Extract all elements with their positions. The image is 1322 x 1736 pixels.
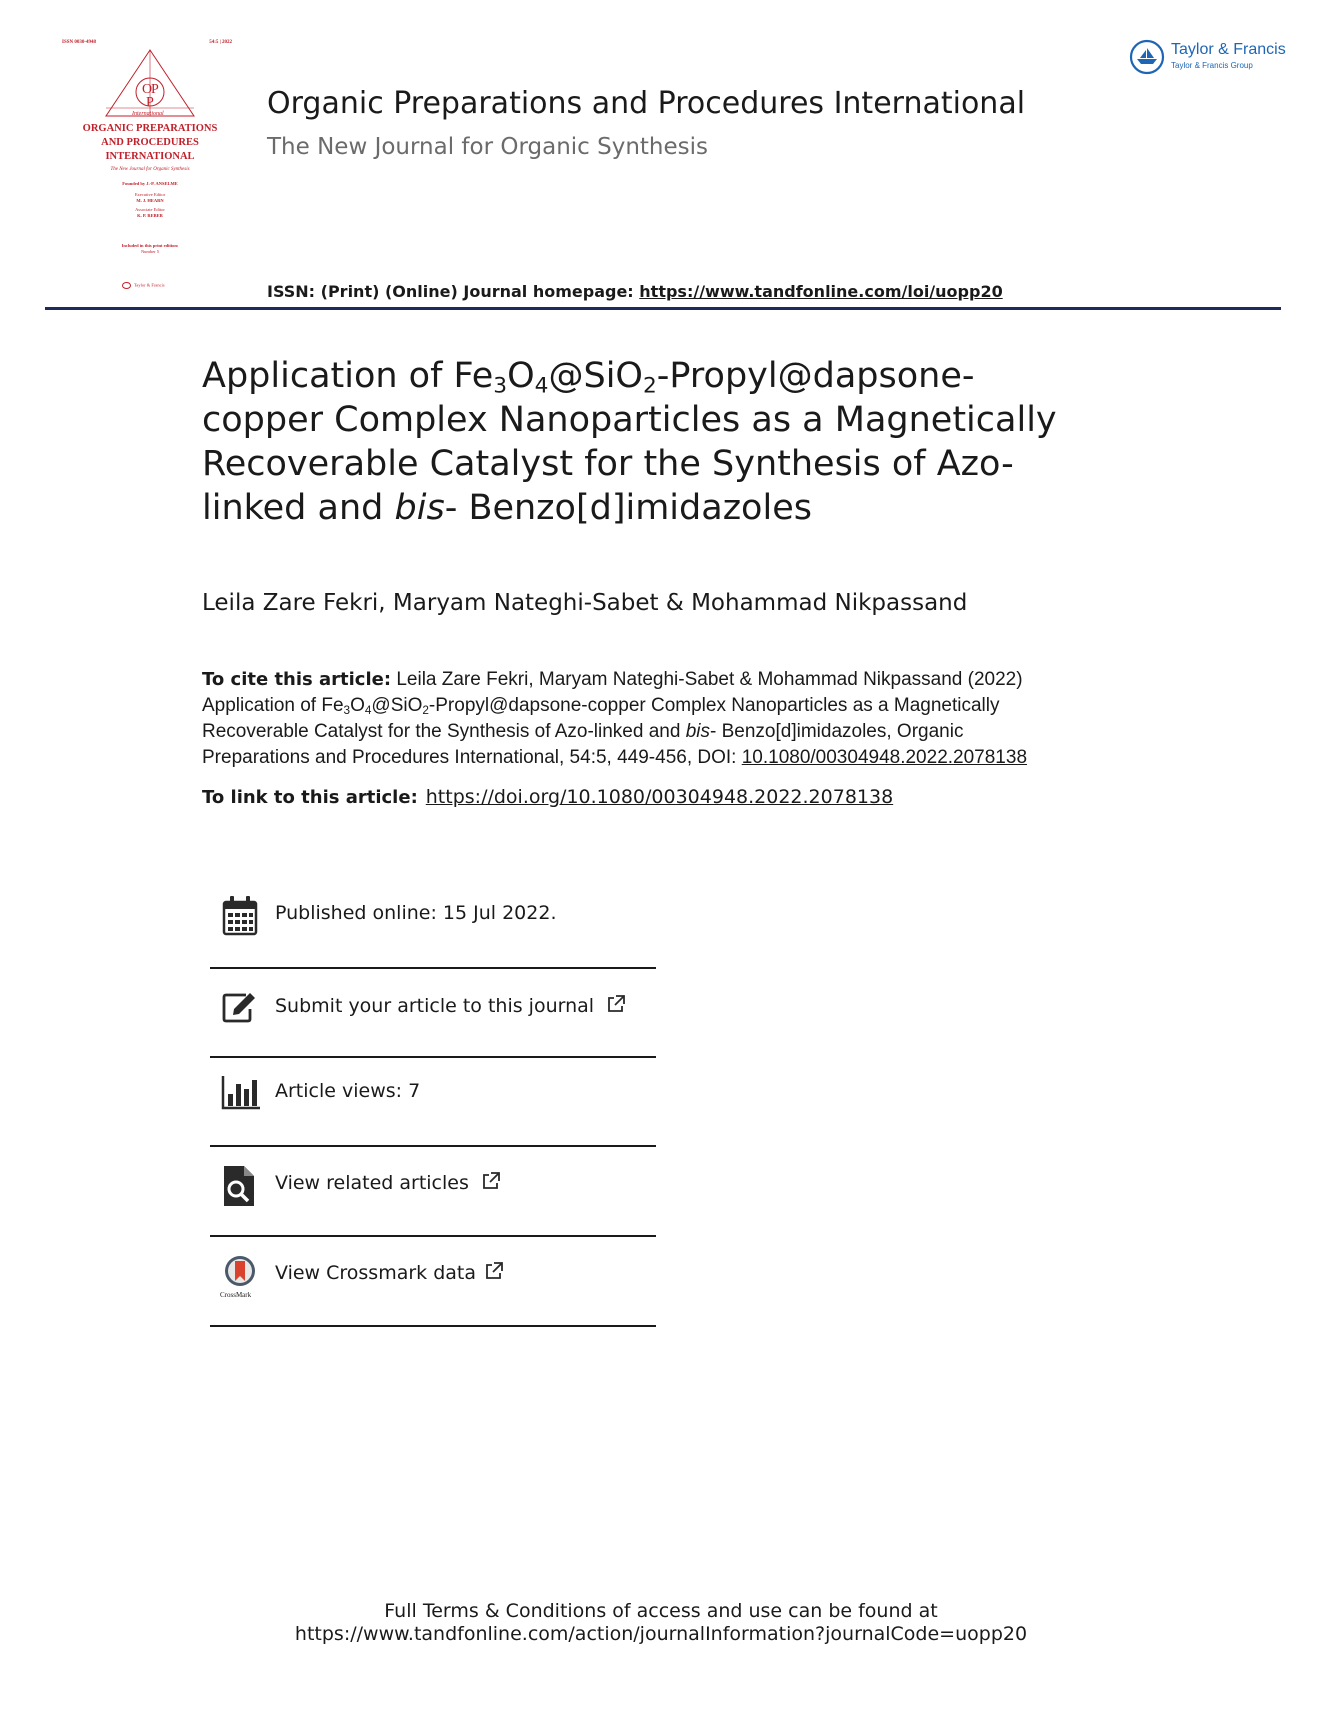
cover-publisher: Taylor & Francis bbox=[122, 282, 165, 289]
crossmark-text: View Crossmark data bbox=[275, 1262, 504, 1284]
cover-logo-letter-p1: P bbox=[151, 82, 159, 97]
cover-executive-name: M. J. HEARN bbox=[136, 198, 164, 203]
published-online-text: Published online: 15 Jul 2022. bbox=[275, 902, 557, 924]
citation-block bbox=[202, 667, 1142, 771]
article-title-line-4: linked and bis- Benzo[d]imidazoles bbox=[202, 488, 812, 528]
crossmark-icon bbox=[220, 1254, 260, 1298]
cover-number: Number 5 bbox=[140, 249, 160, 254]
info-divider bbox=[210, 1235, 656, 1237]
cover-executive-label: Executive Editor bbox=[134, 192, 166, 197]
external-link-icon bbox=[484, 1262, 504, 1280]
submit-article-item[interactable] bbox=[210, 983, 656, 1045]
article-title bbox=[202, 354, 1162, 530]
info-divider bbox=[210, 1056, 656, 1058]
citation-line-3: Recoverable Catalyst for the Synthesis of Azo-linked and bis- Benzo[d]imidazoles, Organic bbox=[202, 721, 964, 742]
citation-line-2: Application of $Fe_3O_4@SiO_2-Propyl@dapsone$-copper Complex Nanoparticles as a Magnetically bbox=[202, 695, 1000, 717]
crossmark-item[interactable] bbox=[210, 1250, 656, 1312]
article-views-text: Article views: 7 bbox=[275, 1080, 421, 1102]
published-online-item bbox=[210, 890, 656, 952]
bar-chart-icon bbox=[220, 1072, 260, 1116]
journal-subtitle: The New Journal for Organic Synthesis bbox=[267, 134, 709, 160]
cover-logo-caption: International bbox=[132, 111, 164, 117]
cover-logo-letter-o: O bbox=[142, 82, 153, 97]
issn-label: ISSN: (Print) (Online) Journal homepage: bbox=[267, 282, 640, 301]
article-title-line-2: copper Complex Nanoparticles as a Magnetically bbox=[202, 400, 1057, 440]
article-doi-url[interactable]: https://doi.org/10.1080/00304948.2022.2078138 bbox=[425, 786, 894, 808]
article-title-line-3: Recoverable Catalyst for the Synthesis of Azo- bbox=[202, 444, 1014, 484]
external-link-icon bbox=[481, 1172, 501, 1190]
cover-logo-letter-p2: P bbox=[146, 95, 154, 110]
cover-triangle-logo-icon bbox=[100, 46, 200, 122]
journal-title: Organic Preparations and Procedures International bbox=[267, 86, 1026, 121]
footer-terms: Full Terms & Conditions of access and use can be found at bbox=[384, 1600, 938, 1622]
cover-associate-label: Associate Editor bbox=[135, 207, 165, 212]
external-link-icon bbox=[606, 995, 626, 1013]
citation-line-4: Preparations and Procedures International, 54:5, 449-456, DOI: 10.1080/00304948.2022.2078138 bbox=[202, 747, 1028, 768]
cover-publisher-icon bbox=[122, 282, 131, 289]
cover-subtitle: The New Journal for Organic Synthesis bbox=[110, 167, 190, 172]
citation-doi-link[interactable]: 10.1080/00304948.2022.2078138 bbox=[741, 747, 1028, 768]
cover-issn: ISSN 0030-4948 bbox=[62, 40, 97, 45]
publisher-name: Taylor & Francis bbox=[1171, 41, 1286, 58]
publisher-logo[interactable] bbox=[1128, 38, 1288, 78]
info-divider bbox=[210, 967, 656, 969]
info-divider bbox=[210, 1145, 656, 1147]
citation-label: To cite this article: bbox=[202, 669, 392, 690]
cover-volume: 54:5 | 2022 bbox=[209, 40, 232, 45]
search-document-icon bbox=[220, 1164, 260, 1208]
article-link-label: To link to this article: bbox=[202, 787, 418, 808]
cover-included: Included in this print edition: bbox=[121, 243, 179, 248]
article-link-line bbox=[202, 786, 893, 808]
header-divider bbox=[45, 307, 1281, 310]
related-articles-item[interactable] bbox=[210, 1160, 656, 1222]
issn-line bbox=[267, 282, 1003, 301]
footer bbox=[0, 1600, 1322, 1646]
calendar-icon bbox=[220, 894, 260, 938]
cover-title: ORGANIC PREPARATIONS AND PROCEDURES INTERNATIONAL bbox=[82, 123, 218, 162]
citation-authors: Leila Zare Fekri, Maryam Nateghi-Sabet & Mohammad Nikpassand (2022) bbox=[391, 669, 1023, 690]
footer-url[interactable]: https://www.tandfonline.com/action/journalInformation?journalCode=uopp20 bbox=[294, 1623, 1028, 1645]
edit-icon bbox=[220, 987, 260, 1031]
publisher-group: Taylor & Francis Group bbox=[1171, 61, 1253, 70]
journal-cover bbox=[60, 40, 240, 298]
related-articles-text: View related articles bbox=[275, 1172, 501, 1194]
info-divider bbox=[210, 1325, 656, 1327]
cover-founded: Founded by J.-P. ANSELME bbox=[122, 181, 178, 186]
cover-associate-name: K. P. REBER bbox=[137, 213, 163, 218]
article-title-line-1: Application of $Fe_3O_4@SiO_2-Propyl@dapsone-$ bbox=[202, 356, 975, 399]
journal-homepage-link[interactable]: https://www.tandfonline.com/loi/uopp20 bbox=[639, 282, 1003, 301]
submit-article-text: Submit your article to this journal bbox=[275, 995, 626, 1017]
article-authors: Leila Zare Fekri, Maryam Nateghi-Sabet & Mohammad Nikpassand bbox=[202, 590, 968, 616]
crossmark-icon-label: CrossMark bbox=[220, 1291, 252, 1299]
article-views-item bbox=[210, 1068, 656, 1130]
ship-logo-icon bbox=[1128, 38, 1166, 76]
